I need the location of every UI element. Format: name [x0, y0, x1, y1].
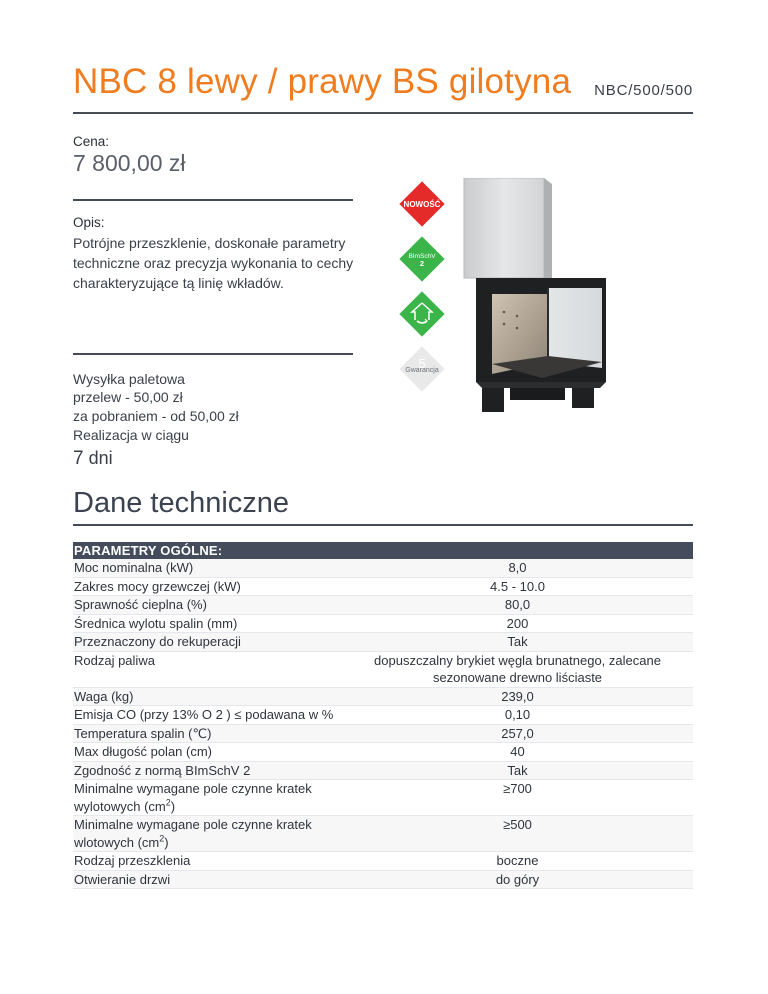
spec-value: dopuszczalny brykiet węgla brunatnego, zalecane sezonowane drewno liściaste	[374, 652, 661, 685]
spec-key: Zgodność z normą BImSchV 2	[74, 762, 251, 778]
spec-value: 239,0	[501, 688, 534, 704]
spec-value: 257,0	[501, 725, 534, 741]
spec-key: Rodzaj paliwa	[74, 652, 155, 668]
spec-key: Waga (kg)	[74, 688, 134, 704]
spec-row	[73, 871, 693, 890]
product-title: NBC 8 lewy / prawy BS gilotyna	[73, 62, 572, 101]
spec-row	[73, 743, 693, 762]
spec-key: Moc nominalna (kW)	[74, 560, 194, 575]
spec-value: boczne	[496, 853, 539, 868]
description-divider	[73, 353, 353, 355]
spec-value: do góry	[495, 871, 540, 887]
spec-table	[73, 542, 693, 889]
spec-key: Średnica wylotu spalin (mm)	[74, 615, 238, 631]
spec-key: Max długość polan (cm)	[74, 744, 212, 759]
price-divider	[73, 199, 353, 201]
spec-key: Minimalne wymagane pole czynne kratek wlotowych $(cm^2)$	[74, 817, 312, 850]
spec-key: Emisja CO (przy 13% O 2 ) ≤ podawana w %	[74, 707, 334, 722]
spec-value: Tak	[507, 762, 528, 778]
warranty-badge-label: Gwarancja	[405, 367, 439, 374]
spec-row	[73, 578, 693, 597]
spec-row	[73, 852, 693, 871]
spec-row	[73, 706, 693, 725]
spec-row	[73, 780, 693, 816]
shipping-transfer: przelew - 50,00 zł	[73, 389, 183, 405]
spec-value: 8,0	[508, 560, 527, 575]
spec-value: Tak	[507, 634, 528, 649]
spec-value: ≥500	[503, 817, 532, 832]
spec-key: Temperatura spalin (℃)	[74, 725, 212, 741]
bimschv-badge-number: 2	[419, 259, 425, 268]
spec-value: 80,0	[504, 597, 531, 612]
price-label: Cena:	[73, 134, 110, 149]
lead-time-value	[73, 448, 113, 470]
spec-row	[73, 816, 693, 852]
spec-row	[73, 688, 693, 707]
spec-value: ≥700	[503, 781, 532, 796]
new-badge-label: NOWOŚĆ	[403, 200, 441, 209]
spec-table-header: PARAMETRY OGÓLNE:	[73, 542, 693, 559]
shipping-cod: za pobraniem - od 50,00 zł	[73, 408, 239, 424]
bimschv-badge-label: BImSchV	[408, 253, 436, 260]
lead-time-number: 7	[73, 448, 84, 469]
lead-time-unit: dni	[88, 448, 113, 468]
title-divider	[73, 112, 693, 114]
lead-time-label: Realizacja w ciągu	[73, 427, 189, 443]
spec-key: Rodzaj przeszklenia	[74, 853, 191, 868]
spec-row	[73, 615, 693, 634]
spec-value: 200	[506, 615, 529, 631]
spec-row	[73, 559, 693, 578]
spec-value: 40	[510, 744, 525, 759]
product-code: NBC/500/500	[594, 82, 693, 99]
spec-key: Otwieranie drzwi	[74, 871, 171, 887]
spec-row	[73, 633, 693, 652]
fireplace-product-image	[462, 178, 612, 418]
warranty-badge-number: 5	[418, 356, 426, 371]
spec-rows	[73, 559, 693, 889]
spec-row	[73, 725, 693, 744]
bimschv-badge-icon	[398, 235, 446, 283]
description-text: Potrójne przeszklenie, doskonałe parametry techniczne oraz precyzja wykonania to cechy charakteryzujące tą linię wkładów.	[73, 235, 354, 291]
spec-row	[73, 652, 693, 688]
spec-value: 4.5 - 10.0	[490, 578, 545, 594]
warranty-badge-icon	[398, 345, 446, 393]
spec-row	[73, 596, 693, 615]
spec-key: Sprawność cieplna (%)	[74, 597, 207, 612]
new-badge-icon	[398, 180, 446, 228]
spec-key: Minimalne wymagane pole czynne kratek wylotowych $(cm^2)$	[74, 781, 312, 814]
spec-row	[73, 762, 693, 781]
shipping-label: Wysyłka paletowa	[73, 371, 185, 387]
technical-data-title: Dane techniczne	[73, 487, 290, 519]
spec-value: 0,10	[504, 707, 531, 722]
price-value: 7 800,00 zł	[73, 150, 186, 176]
spec-key: Przeznaczony do rekuperacji	[74, 634, 241, 649]
technical-data-divider	[73, 524, 693, 526]
description-label: Opis:	[73, 215, 105, 230]
recuperation-badge-icon	[398, 290, 446, 338]
spec-key: Zakres mocy grzewczej (kW)	[74, 578, 241, 594]
